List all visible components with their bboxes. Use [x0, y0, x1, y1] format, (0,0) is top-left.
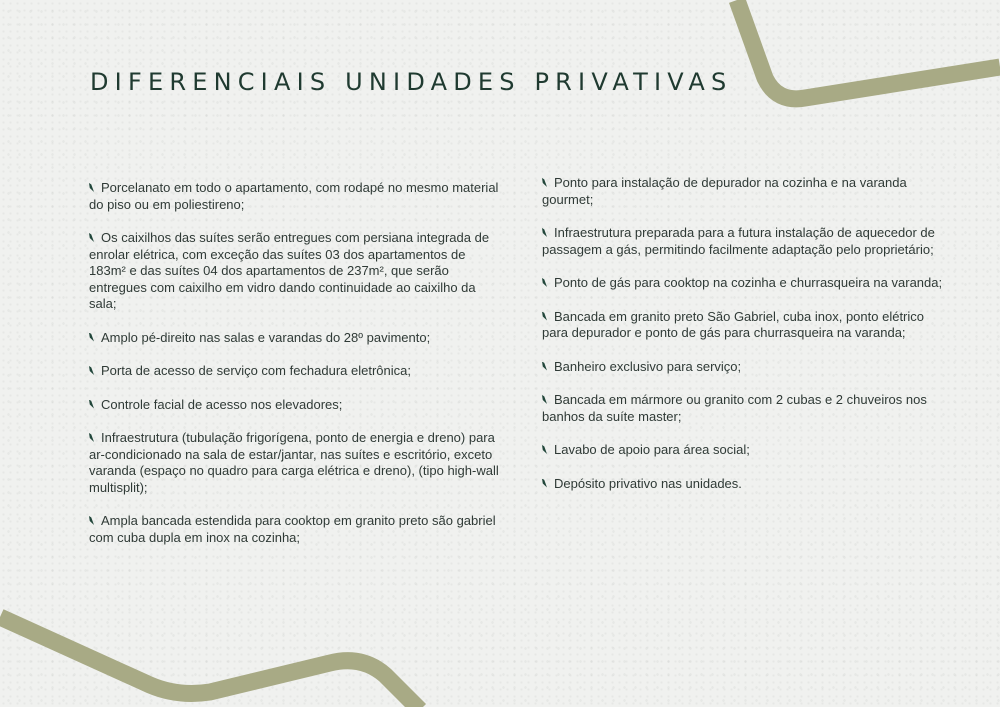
- leaf-bullet-icon: [542, 228, 547, 237]
- page-title: DIFERENCIAIS UNIDADES PRIVATIVAS: [90, 68, 733, 96]
- list-item-text: Infraestrutura preparada para a futura instalação de aquecedor de passagem a gás, permitindo facilmente adaptação pelo proprietário;: [542, 225, 935, 257]
- leaf-bullet-icon: [542, 178, 547, 187]
- list-item-text: Controle facial de acesso nos elevadores;: [101, 396, 343, 412]
- list-item-text: Porta de acesso de serviço com fechadura eletrônica;: [101, 363, 412, 378]
- leaf-bullet-icon: [542, 278, 547, 287]
- leaf-bullet-icon: [542, 445, 547, 454]
- list-item: [89, 430, 499, 496]
- top-right-stripe: [737, 0, 1000, 99]
- list-item: [542, 392, 952, 425]
- list-item-text: Porcelanato em todo o apartamento, com rodapé no mesmo material do piso ou em poliestireno;: [89, 180, 499, 212]
- leaf-bullet-icon: [542, 312, 547, 321]
- list-item: [89, 363, 499, 380]
- list-item-text: Depósito privativo nas unidades.: [554, 475, 742, 491]
- bottom-left-stripe: [0, 617, 420, 707]
- leaf-bullet-icon: [89, 516, 94, 525]
- leaf-bullet-icon: [542, 479, 547, 488]
- right-feature-list: [542, 175, 952, 509]
- list-item: [89, 330, 499, 347]
- list-item-text: Os caixilhos das suítes serão entregues com persiana integrada de enrolar elétrica, com exceção das suítes 03 dos apartamentos de 183m² e das suítes 04 dos apartamentos de 237m², que serão entregues com caixilho em vidro dando continuidade ao caixilho da sala;: [89, 230, 490, 311]
- list-item: [89, 513, 499, 546]
- leaf-bullet-icon: [89, 183, 94, 192]
- leaf-bullet-icon: [89, 400, 94, 409]
- leaf-bullet-icon: [542, 362, 547, 371]
- list-item-text: Infraestrutura (tubulação frigorígena, ponto de energia e dreno) para ar-condicionado na sala de estar/jantar, nas suítes e escritório, exceto varanda (espaço no quadro para carga elétrica e dreno), (tipo high-wall multisplit);: [89, 430, 499, 495]
- list-item-text: Ponto para instalação de depurador na cozinha e na varanda gourmet;: [542, 175, 907, 207]
- list-item: [542, 442, 952, 459]
- list-item-text: Ponto de gás para cooktop na cozinha e churrasqueira na varanda;: [554, 275, 943, 290]
- list-item-text: Bancada em granito preto São Gabriel, cuba inox, ponto elétrico para depurador e ponto de gás para churrasqueira na varanda;: [542, 308, 925, 340]
- list-item-text: Banheiro exclusivo para serviço;: [554, 358, 742, 374]
- list-item-text: Lavabo de apoio para área social;: [554, 442, 750, 457]
- list-item-text: Amplo pé-direito nas salas e varandas do 28º pavimento;: [101, 329, 431, 345]
- list-item: [542, 275, 952, 292]
- list-item-text: Ampla bancada estendida para cooktop em granito preto são gabriel com cuba dupla em inox na cozinha;: [89, 513, 496, 545]
- leaf-bullet-icon: [542, 395, 547, 404]
- list-item: [542, 175, 952, 208]
- list-item-text: Bancada em mármore ou granito com 2 cubas e 2 chuveiros nos banhos da suíte master;: [542, 392, 927, 424]
- list-item: [542, 359, 952, 376]
- list-item: [542, 476, 952, 493]
- leaf-bullet-icon: [89, 333, 94, 342]
- list-item: [542, 225, 952, 258]
- list-item: [542, 309, 952, 342]
- leaf-bullet-icon: [89, 233, 94, 242]
- leaf-bullet-icon: [89, 366, 94, 375]
- list-item: [89, 180, 499, 213]
- leaf-bullet-icon: [89, 433, 94, 442]
- left-feature-list: [89, 180, 499, 563]
- list-item: [89, 230, 499, 313]
- list-item: [89, 397, 499, 414]
